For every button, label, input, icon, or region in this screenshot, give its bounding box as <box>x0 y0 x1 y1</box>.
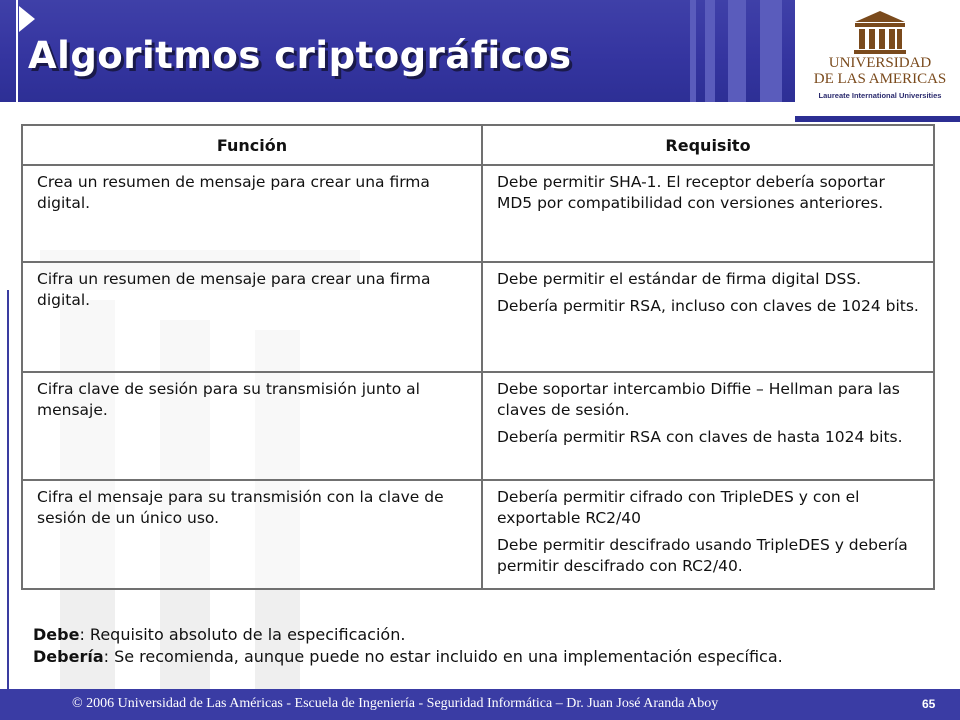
cell-funcion: Cifra el mensaje para su transmisión con la clave de sesión de un único uso. <box>22 480 482 589</box>
cell-requisito <box>482 480 934 589</box>
note-term: Debería <box>33 647 104 666</box>
requirement-text: Debe permitir SHA-1. El receptor debería soportar MD5 por compatibilidad con versiones anteriores. <box>497 173 885 212</box>
footer-copyright: © 2006 Universidad de Las Américas - Escuela de Ingeniería - Seguridad Informática – Dr. Juan José Aranda Aboy <box>72 696 719 711</box>
header-stripe <box>760 0 782 102</box>
cell-requisito <box>482 165 934 262</box>
header-stripe <box>705 0 715 102</box>
note-line <box>33 624 783 646</box>
table-header-row <box>22 125 934 165</box>
definitions-notes <box>33 624 783 668</box>
header-rule <box>795 116 960 122</box>
requirement-text: Debe soportar intercambio Diffie – Hellman para las claves de sesión. <box>497 380 900 419</box>
logo-line-1: UNIVERSIDAD <box>828 55 932 71</box>
header-stripe <box>690 0 696 102</box>
logo-subtitle: Laureate International Universities <box>818 91 942 100</box>
requirement-text: Debería permitir RSA, incluso con claves de 1024 bits. <box>497 297 919 315</box>
cell-funcion: Crea un resumen de mensaje para crear una firma digital. <box>22 165 482 262</box>
university-logo <box>810 8 950 108</box>
requirement-text: Debe permitir descifrado usando TripleDES y debería permitir descifrado con RC2/40. <box>497 536 908 575</box>
note-text: : Se recomienda, aunque puede no estar incluido en una implementación específica. <box>103 647 783 666</box>
note-line <box>33 646 783 668</box>
left-accent-line <box>16 0 18 125</box>
column-header-funcion: Función <box>22 125 482 165</box>
note-term: Debe <box>33 625 80 644</box>
play-arrow-icon <box>19 6 35 32</box>
requirements-table <box>21 124 935 590</box>
note-text: : Requisito absoluto de la especificación. <box>79 625 406 644</box>
table-row <box>22 165 934 262</box>
cell-funcion: Cifra clave de sesión para su transmisión junto al mensaje. <box>22 372 482 480</box>
requirement-text: Debería permitir RSA con claves de hasta 1024 bits. <box>497 428 903 446</box>
table-row <box>22 372 934 480</box>
table-row <box>22 262 934 372</box>
slide-title: Algoritmos criptográficos <box>28 34 572 77</box>
building-icon <box>810 8 950 56</box>
left-accent-line <box>7 290 9 690</box>
cell-requisito <box>482 262 934 372</box>
header-stripe <box>728 0 746 102</box>
logo-line-2: DE LAS AMERICAS <box>813 71 947 87</box>
table-row <box>22 480 934 589</box>
requirement-text: Debe permitir el estándar de firma digital DSS. <box>497 270 862 288</box>
cell-requisito <box>482 372 934 480</box>
page-number: 65 <box>922 697 936 711</box>
cell-funcion: Cifra un resumen de mensaje para crear una firma digital. <box>22 262 482 372</box>
requirement-text: Debería permitir cifrado con TripleDES y con el exportable RC2/40 <box>497 488 860 527</box>
column-header-requisito: Requisito <box>482 125 934 165</box>
